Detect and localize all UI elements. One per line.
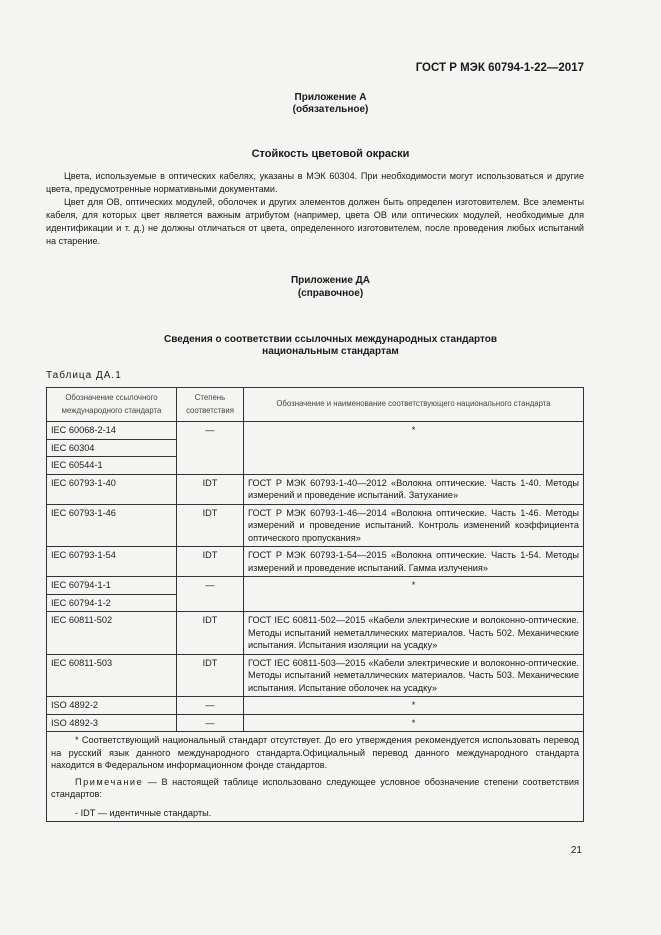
- table-row: [47, 714, 584, 732]
- ref-cell: IEC 60793-1-54: [47, 547, 177, 577]
- table-footnote-row: [47, 732, 584, 822]
- paragraph: Цвет для ОВ, оптических модулей, оболочек и других элементов должен быть определен изготовителем. Все элементы кабеля, для которых цвет является важным атрибутом (например, цвета ОВ или оптических модулей, необходимые для идентификации и т. д.) не должны отличаться от цвета, определенного изготовителем, после проведения любых испытаний на старение.: [46, 197, 584, 246]
- ref-cell: IEC 60793-1-46: [47, 504, 177, 547]
- appendix-da-heading-line2: национальным стандартам: [262, 346, 399, 357]
- national-cell: *: [244, 422, 584, 475]
- paragraph: Цвета, используемые в оптических кабелях, указаны в МЭК 60304. При необходимости могут использоваться и другие цвета, предусмотренные нормативными документами.: [46, 171, 584, 194]
- appendix-a-body: [46, 170, 584, 248]
- national-cell: ГОСТ IEC 60811-503—2015 «Кабели электрические и волоконно-оптические. Методы испытаний неметаллических материалов. Часть 503. Механические испытания. Испытание оболочек на усадку»: [244, 654, 584, 697]
- ref-cell: IEC 60794-1-2: [47, 594, 177, 612]
- national-cell: *: [244, 714, 584, 732]
- ref-cell: ISO 4892-3: [47, 714, 177, 732]
- ref-cell: IEC 60304: [47, 439, 177, 457]
- degree-cell: IDT: [177, 504, 244, 547]
- table-row: [47, 612, 584, 655]
- header-ref-standard: Обозначение ссылочного международного стандарта: [47, 388, 177, 422]
- degree-cell: —: [177, 422, 244, 475]
- degree-cell: IDT: [177, 654, 244, 697]
- table-row: [47, 697, 584, 715]
- table-row: [47, 654, 584, 697]
- degree-cell: IDT: [177, 612, 244, 655]
- note-item: - IDT — идентичные стандарты.: [75, 807, 212, 818]
- table-row: [47, 577, 584, 595]
- table-header-row: [47, 388, 584, 422]
- page-number: 21: [570, 845, 582, 856]
- appendix-a-status: (обязательное): [292, 104, 369, 115]
- ref-cell: ISO 4892-2: [47, 697, 177, 715]
- document-id: ГОСТ Р МЭК 60794-1-22—2017: [415, 62, 584, 74]
- note: [51, 776, 579, 801]
- table-row: [47, 474, 584, 504]
- correspondence-table: [46, 387, 584, 822]
- appendix-a-title: Приложение А: [294, 92, 367, 103]
- appendix-a-heading: Стойкость цветовой окраски: [251, 148, 410, 160]
- national-cell: ГОСТ IEC 60811-502—2015 «Кабели электрические и волоконно-оптические. Методы испытаний неметаллических материалов. Часть 502. Механические испытания. Испытания изоляции на усадку»: [244, 612, 584, 655]
- ref-cell: IEC 60068-2-14: [47, 422, 177, 440]
- national-cell: ГОСТ Р МЭК 60793-1-40—2012 «Волокна оптические. Часть 1-40. Методы измерений и проведение испытаний. Затухание»: [244, 474, 584, 504]
- ref-cell: IEC 60544-1: [47, 457, 177, 475]
- footnote: * Соответствующий национальный стандарт отсутствует. До его утверждения рекомендуется использовать перевод на русский язык данного международного стандарта.Официальный перевод данного международного стандарта находится в Федеральном информационном фонде стандартов.: [51, 735, 579, 770]
- degree-cell: —: [177, 577, 244, 612]
- note-text: — В настоящей таблице использовано следующее условное обозначение степени соответствия стандартов:: [51, 776, 579, 799]
- appendix-da-status: (справочное): [297, 288, 364, 299]
- degree-cell: —: [177, 714, 244, 732]
- table-row: [47, 504, 584, 547]
- ref-cell: IEC 60811-502: [47, 612, 177, 655]
- degree-cell: IDT: [177, 474, 244, 504]
- appendix-da-title: Приложение ДА: [290, 275, 371, 286]
- header-national-standard: Обозначение и наименование соответствующего национального стандарта: [244, 388, 584, 422]
- national-cell: *: [244, 697, 584, 715]
- national-cell: ГОСТ Р МЭК 60793-1-54—2015 «Волокна оптические. Часть 1-54. Методы измерений и проведение испытаний. Гамма излучения»: [244, 547, 584, 577]
- degree-cell: —: [177, 697, 244, 715]
- ref-cell: IEC 60794-1-1: [47, 577, 177, 595]
- table-row: [47, 422, 584, 440]
- table-notes: [47, 732, 584, 822]
- national-cell: *: [244, 577, 584, 612]
- ref-cell: IEC 60811-503: [47, 654, 177, 697]
- degree-cell: IDT: [177, 547, 244, 577]
- national-cell: ГОСТ Р МЭК 60793-1-46—2014 «Волокна оптические. Часть 1-46. Методы измерений и проведение испытаний. Контроль изменений коэффициента оптического пропускания»: [244, 504, 584, 547]
- table-caption: Таблица ДА.1: [46, 370, 122, 381]
- appendix-da-heading-line1: Сведения о соответствии ссылочных международных стандартов: [163, 334, 498, 345]
- table-row: [47, 547, 584, 577]
- ref-cell: IEC 60793-1-40: [47, 474, 177, 504]
- header-degree: Степень соответствия: [177, 388, 244, 422]
- note-label: Примечание: [75, 776, 144, 787]
